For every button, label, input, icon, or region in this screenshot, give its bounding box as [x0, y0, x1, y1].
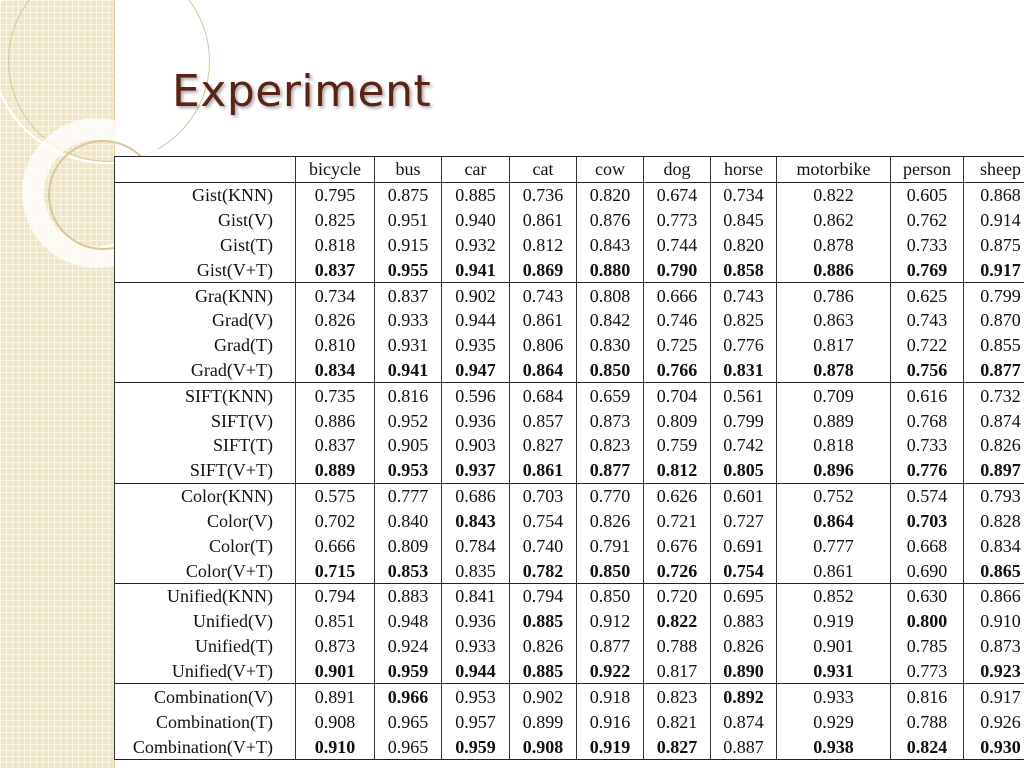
- table-cell: 0.883: [375, 584, 442, 609]
- table-cell: 0.890: [711, 659, 777, 684]
- table-cell: 0.616: [891, 383, 964, 408]
- row-label: Unified(KNN): [115, 584, 296, 609]
- table-cell: 0.953: [375, 458, 442, 483]
- table-cell: 0.874: [964, 408, 1024, 433]
- table-row: [115, 483, 1024, 508]
- row-label: Unified(T): [115, 634, 296, 659]
- table-cell: 0.857: [510, 408, 577, 433]
- row-label: Color(V): [115, 509, 296, 534]
- table-cell: 0.666: [296, 533, 375, 558]
- table-cell: 0.704: [644, 383, 711, 408]
- table-cell: 0.959: [442, 734, 510, 759]
- table-cell: 0.916: [577, 709, 644, 734]
- table-cell: 0.826: [577, 509, 644, 534]
- row-label: Color(T): [115, 533, 296, 558]
- table-cell: 0.769: [891, 257, 964, 282]
- slide-title: Experiment: [172, 66, 432, 117]
- table-cell: 0.830: [577, 333, 644, 358]
- table-cell: 0.691: [711, 533, 777, 558]
- table-cell: 0.776: [891, 458, 964, 483]
- table-cell: 0.785: [891, 634, 964, 659]
- table-row: [115, 308, 1024, 333]
- table-cell: 0.684: [510, 383, 577, 408]
- table-cell: 0.823: [577, 433, 644, 458]
- table-cell: 0.910: [296, 734, 375, 759]
- table-cell: 0.864: [777, 509, 891, 534]
- table-cell: 0.837: [375, 283, 442, 308]
- table-cell: 0.734: [711, 182, 777, 207]
- table-cell: 0.965: [375, 709, 442, 734]
- table-cell: 0.824: [891, 734, 964, 759]
- table-row: [115, 182, 1024, 207]
- table-cell: 0.786: [777, 283, 891, 308]
- column-header: sheep: [964, 157, 1024, 183]
- table-cell: 0.873: [577, 408, 644, 433]
- table-cell: 0.868: [964, 182, 1024, 207]
- table-cell: 0.818: [296, 232, 375, 257]
- table-row: [115, 659, 1024, 684]
- table-cell: 0.676: [644, 533, 711, 558]
- table-row: [115, 634, 1024, 659]
- column-header: horse: [711, 157, 777, 183]
- table-cell: 0.812: [644, 458, 711, 483]
- table-cell: 0.948: [375, 609, 442, 634]
- table-cell: 0.795: [296, 182, 375, 207]
- table-cell: 0.756: [891, 358, 964, 383]
- table-cell: 0.799: [964, 283, 1024, 308]
- table-cell: 0.892: [711, 684, 777, 709]
- table-cell: 0.740: [510, 533, 577, 558]
- column-header: bus: [375, 157, 442, 183]
- table-cell: 0.915: [375, 232, 442, 257]
- table-cell: 0.932: [442, 232, 510, 257]
- table-cell: 0.674: [644, 182, 711, 207]
- table-cell: 0.725: [644, 333, 711, 358]
- table-cell: 0.782: [510, 558, 577, 583]
- table-cell: 0.899: [510, 709, 577, 734]
- table-cell: 0.575: [296, 483, 375, 508]
- table-cell: 0.874: [711, 709, 777, 734]
- table-cell: 0.901: [296, 659, 375, 684]
- row-label: Color(KNN): [115, 483, 296, 508]
- table-cell: 0.864: [510, 358, 577, 383]
- table-cell: 0.875: [375, 182, 442, 207]
- table-cell: 0.952: [375, 408, 442, 433]
- table-cell: 0.826: [711, 634, 777, 659]
- table-cell: 0.878: [777, 358, 891, 383]
- table-cell: 0.951: [375, 208, 442, 233]
- table-cell: 0.722: [891, 333, 964, 358]
- table-cell: 0.809: [375, 533, 442, 558]
- table-cell: 0.876: [577, 208, 644, 233]
- table-cell: 0.903: [442, 433, 510, 458]
- table-cell: 0.863: [777, 308, 891, 333]
- table-cell: 0.896: [777, 458, 891, 483]
- table-row: [115, 257, 1024, 282]
- table-cell: 0.853: [375, 558, 442, 583]
- table-cell: 0.709: [777, 383, 891, 408]
- table-cell: 0.561: [711, 383, 777, 408]
- table-cell: 0.917: [964, 684, 1024, 709]
- table-cell: 0.933: [442, 634, 510, 659]
- table-cell: 0.726: [644, 558, 711, 583]
- table-cell: 0.944: [442, 659, 510, 684]
- table-row: [115, 558, 1024, 583]
- column-header: person: [891, 157, 964, 183]
- table-cell: 0.736: [510, 182, 577, 207]
- table-cell: 0.727: [711, 509, 777, 534]
- table-cell: 0.886: [777, 257, 891, 282]
- table-cell: 0.840: [375, 509, 442, 534]
- table-cell: 0.850: [577, 584, 644, 609]
- table-cell: 0.837: [296, 433, 375, 458]
- table-cell: 0.791: [577, 533, 644, 558]
- row-label: Gra(KNN): [115, 283, 296, 308]
- table-cell: 0.908: [510, 734, 577, 759]
- table-cell: 0.905: [375, 433, 442, 458]
- table-cell: 0.858: [711, 257, 777, 282]
- table-cell: 0.820: [577, 182, 644, 207]
- table-cell: 0.810: [296, 333, 375, 358]
- table-cell: 0.851: [296, 609, 375, 634]
- table-cell: 0.820: [711, 232, 777, 257]
- table-cell: 0.843: [577, 232, 644, 257]
- row-label: Gist(V): [115, 208, 296, 233]
- table-cell: 0.953: [442, 684, 510, 709]
- row-label: Grad(V): [115, 308, 296, 333]
- table-cell: 0.922: [577, 659, 644, 684]
- row-label: Unified(V): [115, 609, 296, 634]
- table-row: [115, 208, 1024, 233]
- table-cell: 0.800: [891, 609, 964, 634]
- table-cell: 0.875: [964, 232, 1024, 257]
- table-cell: 0.862: [777, 208, 891, 233]
- table-cell: 0.784: [442, 533, 510, 558]
- table-cell: 0.735: [296, 383, 375, 408]
- decorative-side-panel: [0, 0, 115, 768]
- table-cell: 0.821: [644, 709, 711, 734]
- table-cell: 0.734: [296, 283, 375, 308]
- table-cell: 0.743: [510, 283, 577, 308]
- row-label: Combination(V): [115, 684, 296, 709]
- table-cell: 0.702: [296, 509, 375, 534]
- table-row: [115, 734, 1024, 759]
- table-cell: 0.794: [510, 584, 577, 609]
- table-cell: 0.931: [777, 659, 891, 684]
- row-label: Gist(V+T): [115, 257, 296, 282]
- table-cell: 0.861: [510, 208, 577, 233]
- table-cell: 0.841: [442, 584, 510, 609]
- table-cell: 0.816: [375, 383, 442, 408]
- table-cell: 0.910: [964, 609, 1024, 634]
- table-cell: 0.690: [891, 558, 964, 583]
- table-cell: 0.861: [510, 308, 577, 333]
- row-label: Color(V+T): [115, 558, 296, 583]
- table-cell: 0.902: [510, 684, 577, 709]
- table-cell: 0.812: [510, 232, 577, 257]
- table-cell: 0.793: [964, 483, 1024, 508]
- results-table-body: [115, 182, 1024, 759]
- table-cell: 0.752: [777, 483, 891, 508]
- column-header: bicycle: [296, 157, 375, 183]
- table-cell: 0.866: [964, 584, 1024, 609]
- table-cell: 0.924: [375, 634, 442, 659]
- table-cell: 0.877: [577, 458, 644, 483]
- table-cell: 0.835: [442, 558, 510, 583]
- table-cell: 0.768: [891, 408, 964, 433]
- row-label: SIFT(T): [115, 433, 296, 458]
- table-cell: 0.777: [375, 483, 442, 508]
- table-cell: 0.720: [644, 584, 711, 609]
- table-cell: 0.822: [777, 182, 891, 207]
- table-row: [115, 533, 1024, 558]
- table-cell: 0.746: [644, 308, 711, 333]
- row-label: SIFT(V): [115, 408, 296, 433]
- row-label: Gist(T): [115, 232, 296, 257]
- row-label: SIFT(V+T): [115, 458, 296, 483]
- table-cell: 0.933: [777, 684, 891, 709]
- table-cell: 0.822: [644, 609, 711, 634]
- table-cell: 0.930: [964, 734, 1024, 759]
- table-cell: 0.918: [577, 684, 644, 709]
- column-header: cat: [510, 157, 577, 183]
- table-cell: 0.877: [964, 358, 1024, 383]
- table-cell: 0.878: [777, 232, 891, 257]
- table-cell: 0.936: [442, 609, 510, 634]
- table-cell: 0.695: [711, 584, 777, 609]
- table-cell: 0.937: [442, 458, 510, 483]
- table-cell: 0.929: [777, 709, 891, 734]
- row-label: Grad(T): [115, 333, 296, 358]
- table-cell: 0.834: [964, 533, 1024, 558]
- table-cell: 0.827: [510, 433, 577, 458]
- table-cell: 0.805: [711, 458, 777, 483]
- table-cell: 0.877: [577, 634, 644, 659]
- table-cell: 0.940: [442, 208, 510, 233]
- table-cell: 0.744: [644, 232, 711, 257]
- table-row: [115, 509, 1024, 534]
- row-label: Combination(V+T): [115, 734, 296, 759]
- table-cell: 0.919: [777, 609, 891, 634]
- table-cell: 0.574: [891, 483, 964, 508]
- table-row: [115, 358, 1024, 383]
- table-cell: 0.869: [510, 257, 577, 282]
- row-label: SIFT(KNN): [115, 383, 296, 408]
- table-cell: 0.666: [644, 283, 711, 308]
- table-cell: 0.806: [510, 333, 577, 358]
- table-cell: 0.852: [777, 584, 891, 609]
- table-cell: 0.861: [777, 558, 891, 583]
- table-cell: 0.826: [510, 634, 577, 659]
- table-cell: 0.743: [711, 283, 777, 308]
- table-cell: 0.873: [296, 634, 375, 659]
- row-label: Gist(KNN): [115, 182, 296, 207]
- table-cell: 0.855: [964, 333, 1024, 358]
- table-cell: 0.817: [644, 659, 711, 684]
- table-cell: 0.626: [644, 483, 711, 508]
- table-row: [115, 232, 1024, 257]
- table-row: [115, 709, 1024, 734]
- table-cell: 0.596: [442, 383, 510, 408]
- table-cell: 0.933: [375, 308, 442, 333]
- table-header-row: [115, 157, 1024, 183]
- table-cell: 0.732: [964, 383, 1024, 408]
- table-cell: 0.659: [577, 383, 644, 408]
- table-row: [115, 333, 1024, 358]
- table-cell: 0.668: [891, 533, 964, 558]
- table-cell: 0.808: [577, 283, 644, 308]
- table-cell: 0.788: [644, 634, 711, 659]
- table-cell: 0.889: [777, 408, 891, 433]
- table-cell: 0.773: [644, 208, 711, 233]
- table-cell: 0.828: [964, 509, 1024, 534]
- table-cell: 0.865: [964, 558, 1024, 583]
- table-row: [115, 433, 1024, 458]
- results-table: [114, 156, 1024, 760]
- table-cell: 0.897: [964, 458, 1024, 483]
- table-cell: 0.887: [711, 734, 777, 759]
- table-cell: 0.880: [577, 257, 644, 282]
- table-cell: 0.826: [964, 433, 1024, 458]
- table-cell: 0.605: [891, 182, 964, 207]
- table-cell: 0.703: [891, 509, 964, 534]
- table-row: [115, 283, 1024, 308]
- table-cell: 0.630: [891, 584, 964, 609]
- table-cell: 0.625: [891, 283, 964, 308]
- table-cell: 0.957: [442, 709, 510, 734]
- table-cell: 0.790: [644, 257, 711, 282]
- table-cell: 0.826: [296, 308, 375, 333]
- table-cell: 0.902: [442, 283, 510, 308]
- table-cell: 0.776: [711, 333, 777, 358]
- table-cell: 0.923: [964, 659, 1024, 684]
- table-cell: 0.885: [510, 609, 577, 634]
- table-row: [115, 684, 1024, 709]
- table-row: [115, 383, 1024, 408]
- table-cell: 0.743: [891, 308, 964, 333]
- table-cell: 0.843: [442, 509, 510, 534]
- table-cell: 0.601: [711, 483, 777, 508]
- table-cell: 0.715: [296, 558, 375, 583]
- table-cell: 0.861: [510, 458, 577, 483]
- table-cell: 0.919: [577, 734, 644, 759]
- column-header: car: [442, 157, 510, 183]
- table-cell: 0.818: [777, 433, 891, 458]
- table-row: [115, 458, 1024, 483]
- table-cell: 0.831: [711, 358, 777, 383]
- table-cell: 0.799: [711, 408, 777, 433]
- table-cell: 0.733: [891, 433, 964, 458]
- table-cell: 0.834: [296, 358, 375, 383]
- results-table-container: [114, 156, 1021, 760]
- table-row: [115, 584, 1024, 609]
- table-cell: 0.941: [375, 358, 442, 383]
- table-cell: 0.944: [442, 308, 510, 333]
- table-cell: 0.721: [644, 509, 711, 534]
- table-cell: 0.773: [891, 659, 964, 684]
- column-header: dog: [644, 157, 711, 183]
- table-cell: 0.947: [442, 358, 510, 383]
- table-cell: 0.850: [577, 558, 644, 583]
- table-cell: 0.825: [711, 308, 777, 333]
- table-cell: 0.703: [510, 483, 577, 508]
- table-cell: 0.965: [375, 734, 442, 759]
- header-corner-cell: [115, 157, 296, 183]
- table-cell: 0.914: [964, 208, 1024, 233]
- table-cell: 0.912: [577, 609, 644, 634]
- table-cell: 0.686: [442, 483, 510, 508]
- table-cell: 0.941: [442, 257, 510, 282]
- table-cell: 0.762: [891, 208, 964, 233]
- table-cell: 0.908: [296, 709, 375, 734]
- table-cell: 0.931: [375, 333, 442, 358]
- table-cell: 0.825: [296, 208, 375, 233]
- table-cell: 0.966: [375, 684, 442, 709]
- table-cell: 0.733: [891, 232, 964, 257]
- table-cell: 0.926: [964, 709, 1024, 734]
- column-header: motorbike: [777, 157, 891, 183]
- table-cell: 0.754: [711, 558, 777, 583]
- table-cell: 0.870: [964, 308, 1024, 333]
- table-cell: 0.770: [577, 483, 644, 508]
- table-cell: 0.754: [510, 509, 577, 534]
- table-cell: 0.742: [711, 433, 777, 458]
- table-cell: 0.873: [964, 634, 1024, 659]
- table-cell: 0.817: [777, 333, 891, 358]
- table-cell: 0.883: [711, 609, 777, 634]
- table-cell: 0.759: [644, 433, 711, 458]
- table-cell: 0.845: [711, 208, 777, 233]
- table-cell: 0.777: [777, 533, 891, 558]
- table-cell: 0.794: [296, 584, 375, 609]
- table-cell: 0.955: [375, 257, 442, 282]
- table-cell: 0.816: [891, 684, 964, 709]
- table-cell: 0.936: [442, 408, 510, 433]
- table-cell: 0.938: [777, 734, 891, 759]
- table-cell: 0.917: [964, 257, 1024, 282]
- row-label: Unified(V+T): [115, 659, 296, 684]
- table-cell: 0.837: [296, 257, 375, 282]
- table-row: [115, 408, 1024, 433]
- table-cell: 0.885: [510, 659, 577, 684]
- table-cell: 0.842: [577, 308, 644, 333]
- row-label: Grad(V+T): [115, 358, 296, 383]
- table-cell: 0.959: [375, 659, 442, 684]
- table-cell: 0.809: [644, 408, 711, 433]
- table-cell: 0.891: [296, 684, 375, 709]
- table-cell: 0.889: [296, 458, 375, 483]
- table-cell: 0.823: [644, 684, 711, 709]
- table-cell: 0.850: [577, 358, 644, 383]
- table-cell: 0.766: [644, 358, 711, 383]
- table-cell: 0.901: [777, 634, 891, 659]
- table-cell: 0.788: [891, 709, 964, 734]
- table-cell: 0.885: [442, 182, 510, 207]
- table-row: [115, 609, 1024, 634]
- table-cell: 0.935: [442, 333, 510, 358]
- table-cell: 0.886: [296, 408, 375, 433]
- column-header: cow: [577, 157, 644, 183]
- table-cell: 0.827: [644, 734, 711, 759]
- row-label: Combination(T): [115, 709, 296, 734]
